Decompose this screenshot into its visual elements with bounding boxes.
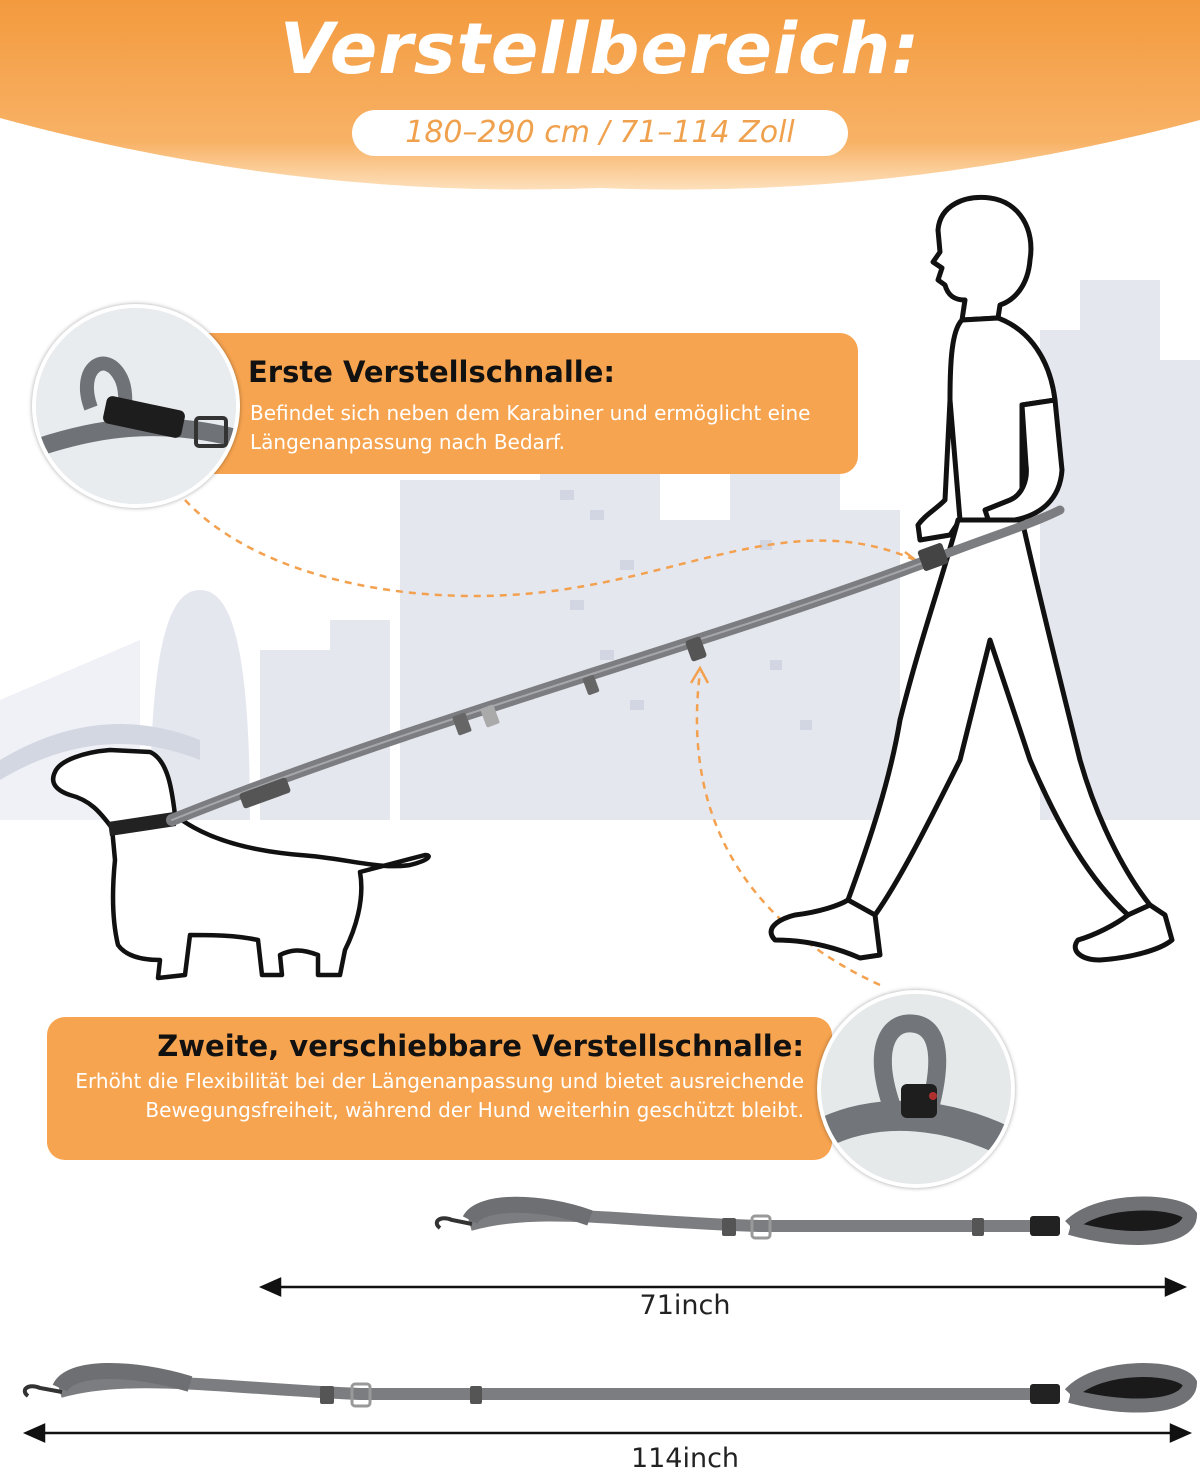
second-buckle-callout	[47, 1017, 832, 1160]
first-buckle-photo	[32, 304, 240, 508]
page-title: Verstellbereich:	[279, 8, 921, 90]
range-badge: 180–290 cm / 71–114 Zoll	[352, 110, 848, 156]
length-71-label: 71inch	[639, 1290, 731, 1321]
second-buckle-description: Erhöht die Flexibilität bei der Längenanpassung und bietet ausreichende Bewegungsfreiheit, während der Hund weiterhin geschützt bleibt.	[75, 1069, 804, 1122]
second-buckle-title: Zweite, verschiebbare Verstellschnalle:	[157, 1029, 804, 1063]
length-114-label: 114inch	[630, 1443, 740, 1474]
first-buckle-callout	[140, 333, 858, 474]
first-buckle-title: Erste Verstellschnalle:	[248, 355, 615, 389]
second-buckle-photo	[817, 990, 1015, 1188]
leash-114-photo	[25, 1370, 1190, 1406]
arrow-114	[26, 1425, 1189, 1441]
first-buckle-description: Befindet sich neben dem Karabiner und ermöglicht eine Längenanpassung nach Bedarf.	[250, 401, 811, 454]
leash-71-photo	[437, 1204, 1190, 1238]
